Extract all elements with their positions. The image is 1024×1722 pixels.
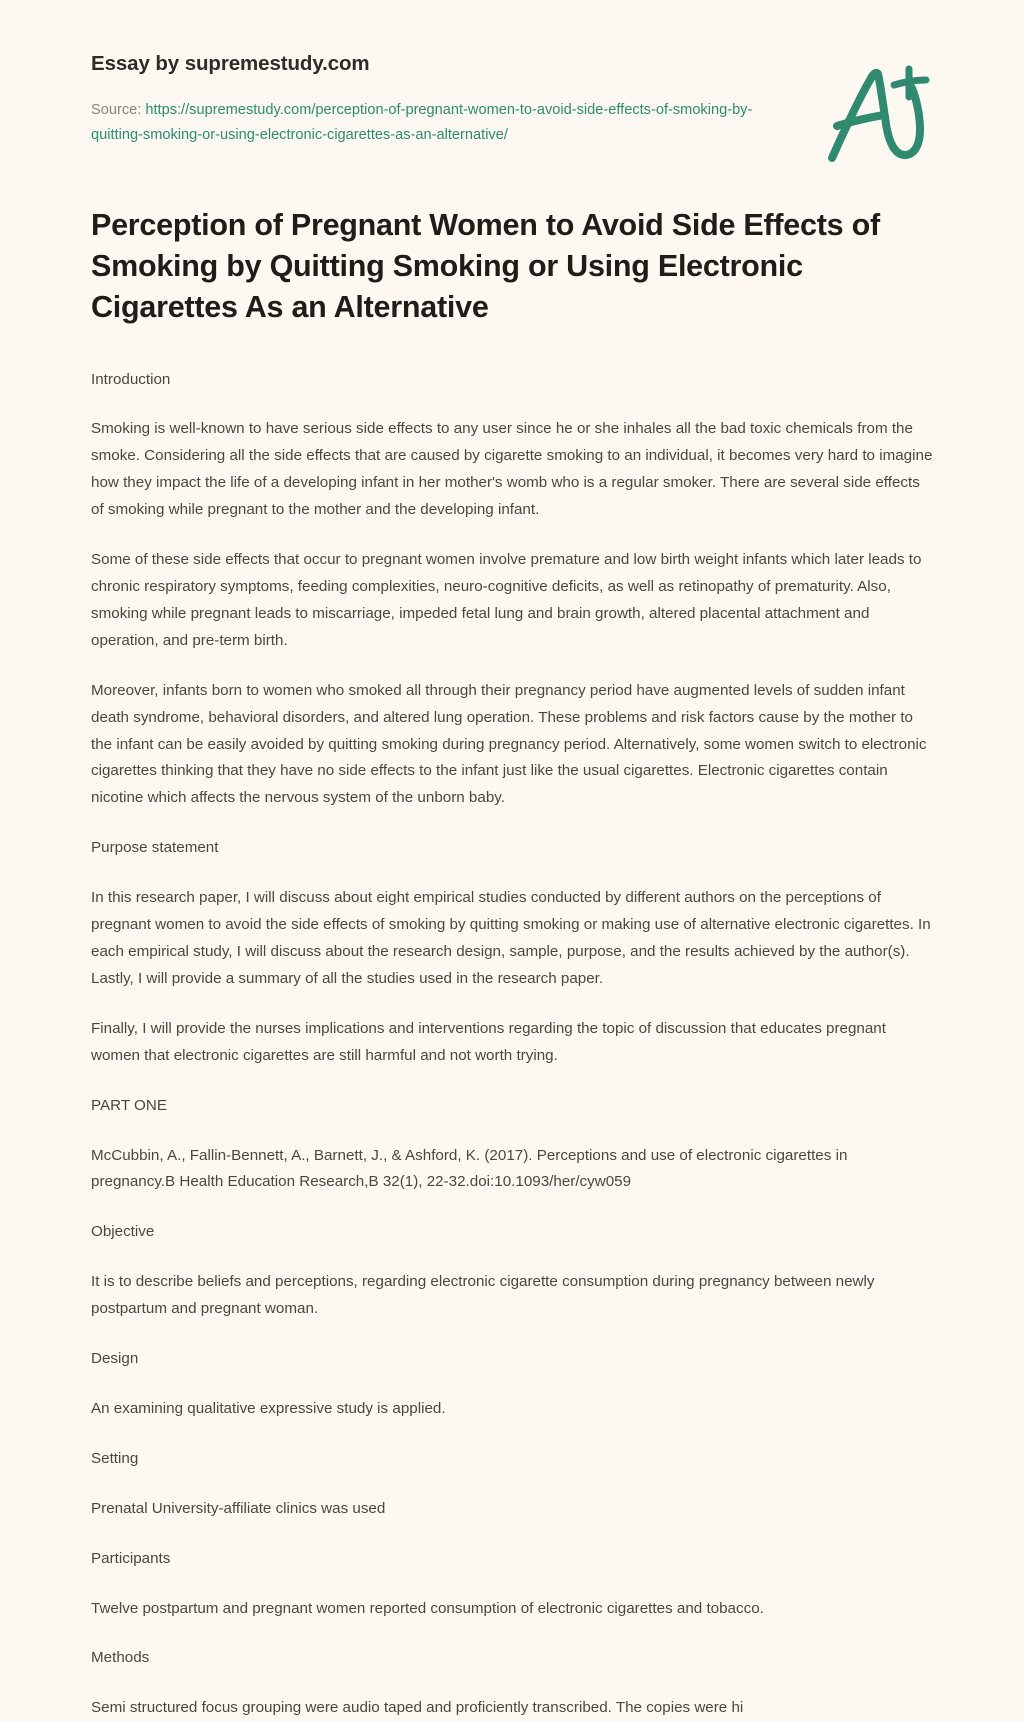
article-paragraph: Design [91, 1350, 139, 1368]
article-paragraph: Methods [91, 1649, 150, 1667]
page-title: Perception of Pregnant Women to Avoid Side Effects of Smoking by Quitting Smoking or Using Electronic Cigarettes As an Alternative [91, 208, 880, 324]
article-paragraph: An examining qualitative expressive study is applied. [91, 1399, 446, 1417]
article-paragraph-list [91, 367, 933, 1722]
article-paragraph: Setting [91, 1449, 139, 1467]
source-url-link[interactable]: https://supremestudy.com/perception-of-pregnant-women-to-avoid-side-effects-of-smoking-by-quitting-smoking-or-using-electronic-cigarettes-as-an-alternative/ [91, 101, 753, 143]
article-paragraph: Semi structured focus grouping were audio taped and proficiently transcribed. The copies were hi [91, 1699, 744, 1717]
article-paragraph: Finally, I will provide the nurses implications and interventions regarding the topic of discussion that educates pregnant women that electronic cigarettes are still harmful and not worth trying. [91, 1019, 886, 1064]
article-paragraph: Some of these side effects that occur to pregnant women involve premature and low birth weight infants which later leads to chronic respiratory symptoms, feeding complexities, neuro-cognitive deficits, as well as retinopathy of prematurity. Also, smoking while pregnant leads to miscarriage, impeded fetal lung and brain growth, altered placental attachment and operation, and pre-term birth. [91, 551, 922, 649]
brand-title: Essay by supremestudy.com [91, 52, 370, 75]
a-plus-logo-icon [816, 52, 936, 172]
article-paragraph: Introduction [91, 370, 171, 388]
article-paragraph: Moreover, infants born to women who smoked all through their pregnancy period have augmented levels of sudden infant death syndrome, behavioral disorders, and altered lung operation. These problems and risk factors cause by the mother to the infant can be easily avoided by quitting smoking during pregnancy period. Alternatively, some women switch to electronic cigarettes thinking that they have no side effects to the infant just like the usual cigarettes. Electronic cigarettes contain nicotine which affects the nervous system of the unborn baby. [91, 681, 927, 807]
source-label: Source: [91, 101, 146, 118]
article-paragraph: In this research paper, I will discuss about eight empirical studies conducted by different authors on the perceptions of pregnant women to avoid the side effects of smoking by quitting smoking or making use of alternative electronic cigarettes. In each empirical study, I will discuss about the research design, sample, purpose, and the results achieved by the author(s). Lastly, I will provide a summary of all the studies used in the research paper. [91, 889, 931, 987]
article-paragraph: Smoking is well-known to have serious side effects to any user since he or she inhales all the bad toxic chemicals from the smoke. Considering all the side effects that are caused by cigarette smoking to an individual, it becomes very hard to imagine how they impact the life of a developing infant in her mother's womb who is a regular smoker. There are several side effects of smoking while pregnant to the mother and the developing infant. [91, 420, 933, 519]
article-paragraph: Purpose statement [91, 839, 219, 857]
article-body [0, 205, 1024, 1722]
article-paragraph: PART ONE [91, 1096, 167, 1114]
article-paragraph: Prenatal University-affiliate clinics was used [91, 1499, 386, 1517]
article-paragraph: Twelve postpartum and pregnant women reported consumption of electronic cigarettes and tobacco. [91, 1599, 764, 1617]
document-header [0, 0, 1024, 205]
article-paragraph: Objective [91, 1223, 155, 1241]
article-paragraph: McCubbin, A., Fallin-Bennett, A., Barnett, J., & Ashford, K. (2017). Perceptions and use of electronic cigarettes in pregnancy.B Health Education Research,B 32(1), 22-32.doi:10.1093/her/cyw059 [91, 1146, 848, 1191]
source-line [91, 98, 761, 148]
article-paragraph: It is to describe beliefs and perceptions, regarding electronic cigarette consumption during pregnancy between newly postpartum and pregnant woman. [91, 1273, 875, 1318]
article-paragraph: Participants [91, 1549, 171, 1567]
